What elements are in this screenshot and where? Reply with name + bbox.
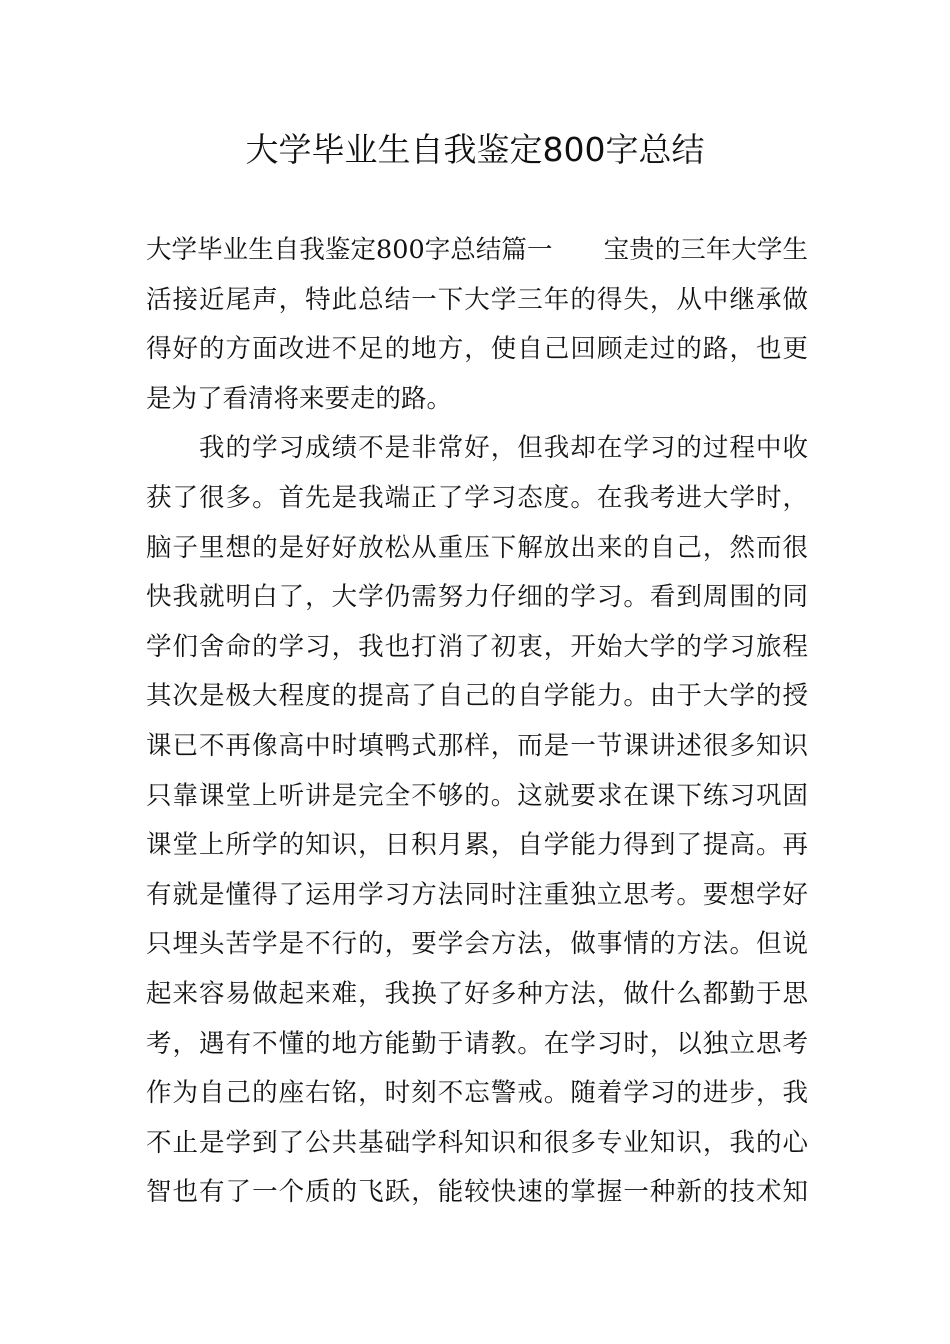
text-line: 只埋头苦学是不行的，要学会方法，做事情的方法。但说: [146, 929, 808, 960]
text-line: 获了很多。首先是我端正了学习态度。在我考进大学时，: [146, 482, 808, 513]
text-line: 课已不再像高中时填鸭式那样，而是一节课讲述很多知识: [146, 730, 808, 761]
text-line: 得好的方面改进不足的地方，使自己回顾走过的路，也更: [146, 334, 808, 365]
text-line: 智也有了一个质的飞跃，能较快速的掌握一种新的技术知: [146, 1177, 808, 1208]
text-line: 只靠课堂上听讲是完全不够的。这就要求在课下练习巩固: [146, 780, 808, 811]
text-line: 其次是极大程度的提高了自己的自学能力。由于大学的授: [146, 681, 808, 712]
text-line: 活接近尾声，特此总结一下大学三年的得失，从中继承做: [146, 284, 808, 315]
text-line: 脑子里想的是好好放松从重压下解放出来的自己，然而很: [146, 532, 808, 563]
document-body: [146, 226, 808, 1218]
text-line: 有就是懂得了运用学习方法同时注重独立思考。要想学好: [146, 879, 808, 910]
document-title: 大学毕业生自我鉴定800字总结: [245, 130, 705, 169]
text-line: 学们舍命的学习，我也打消了初衷，开始大学的学习旅程: [146, 631, 808, 662]
text-line: 我的学习成绩不是非常好，但我却在学习的过程中收: [146, 433, 808, 464]
text-line: 作为自己的座右铭，时刻不忘警戒。随着学习的进步，我: [146, 1078, 808, 1109]
text-line: 考，遇有不懂的地方能勤于请教。在学习时，以独立思考: [146, 1028, 808, 1059]
text-line: 起来容易做起来难，我换了好多种方法，做什么都勤于思: [146, 978, 808, 1009]
text-line: 大学毕业生自我鉴定800字总结篇一 宝贵的三年大学生: [146, 235, 808, 265]
text-line: 快我就明白了，大学仍需努力仔细的学习。看到周围的同: [146, 582, 808, 613]
text-line: 是为了看清将来要走的路。: [146, 383, 453, 414]
text-line: 课堂上所学的知识，日积月累，自学能力得到了提高。再: [146, 830, 808, 861]
text-line: 不止是学到了公共基础学科知识和很多专业知识，我的心: [146, 1127, 808, 1158]
